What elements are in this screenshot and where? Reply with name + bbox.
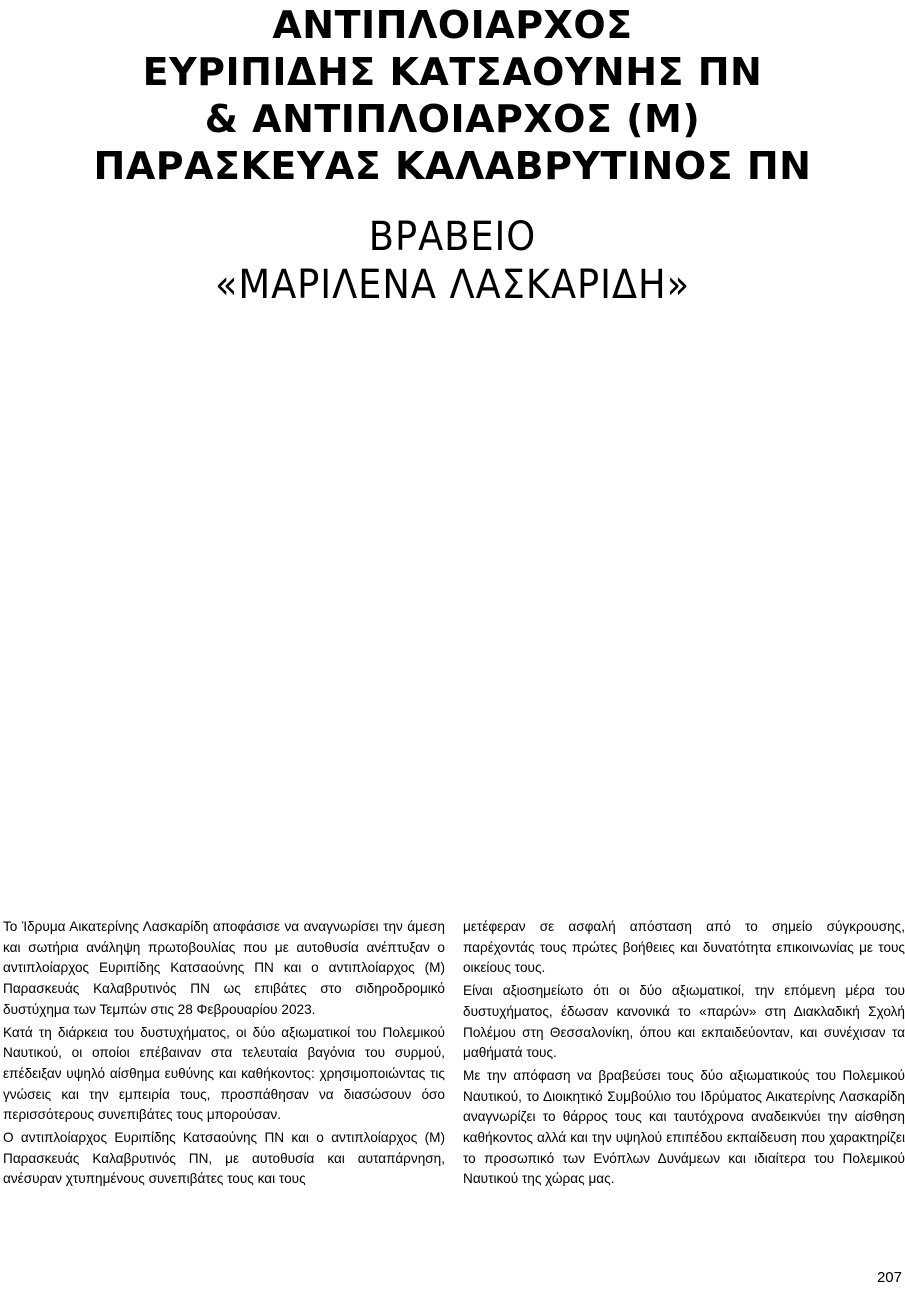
award-line-2: «ΜΑΡΙΛΕΝΑ ΛΑΣΚΑΡΙΔΗ» [214,262,691,308]
award-line-1: ΒΡΑΒΕΙΟ [368,214,537,260]
title-line-3: & ΑΝΤΙΠΛΟΙΑΡΧΟΣ (Μ) [204,97,701,141]
body-paragraph: Είναι αξιοσημείωτο ότι οι δύο αξιωματικοί, την επόμενη μέρα του δυστυχήματος, έδωσαν κανονικά το «παρών» στη Διακλαδική Σχολή Πολέμου στη Θεσσαλονίκη, όπου και εκπαιδεύονταν, και συνέχισαν τα μαθήματά τους. [463,983,905,1061]
body-paragraph: Το Ίδρυμα Αικατερίνης Λασκαρίδη αποφάσισε να αναγνωρίσει την άμεση και σωτήρια ανάληψη πρωτοβουλίας που με αυτοθυσία ανέπτυξαν ο αντιπλοίαρχος Ευριπίδης Κατσαούνης ΠΝ και ο αντιπλοίαρχος (Μ) Παρασκευάς Καλαβρυτινός ΠΝ ως επιβάτες στο σιδηροδρομικό δυστύχημα των Τεμπών στις 28 Φεβρουαρίου 2023. [3,919,445,1017]
page-number: 207 [876,1269,902,1286]
title-line-1: ΑΝΤΙΠΛΟΙΑΡΧΟΣ [272,3,633,47]
title-line-4: ΠΑΡΑΣΚΕΥΑΣ ΚΑΛΑΒΡΥΤΙΝΟΣ ΠΝ [93,144,812,188]
award-subtitle [0,213,905,309]
body-paragraph: μετέφεραν σε ασφαλή απόσταση από το σημείο σύγκρουσης, παρέχοντάς τους πρώτες βοήθειες και δυνατότητα επικοινωνίας με τους οικείους τους. [463,919,905,976]
body-column-left [3,917,445,1192]
title-line-2: ΕΥΡΙΠΙΔΗΣ ΚΑΤΣΑΟΥΝΗΣ ΠΝ [142,50,763,94]
body-paragraph: Κατά τη διάρκεια του δυστυχήματος, οι δύο αξιωματικοί του Πολεμικού Ναυτικού, οι οποίοι επέβαιναν στα τελευταία βαγόνια του συρμού, επέδειξαν υψηλό αίσθημα ευθύνης και καθήκοντος: χρησιμοποιώντας τις γνώσεις και την εμπειρία τους, προσπάθησαν να διασώσουν όσο περισσότερους συνεπιβάτες τους μπορούσαν. [3,1024,445,1123]
body-paragraph: Ο αντιπλοίαρχος Ευριπίδης Κατσαούνης ΠΝ και ο αντιπλοίαρχος (Μ) Παρασκευάς Καλαβρυτινός ΠΝ, με αυτοθυσία και αυταπάρνηση, ανέσυραν χτυπημένους συνεπιβάτες τους και τους [3,1130,445,1187]
body-paragraph: Με την απόφαση να βραβεύσει τους δύο αξιωματικούς του Πολεμικού Ναυτικού, το Διοικητικό Συμβούλιο του Ιδρύματος Αικατερίνης Λασκαρίδη αναγνωρίζει το θάρρος τους και ταυτόχρονα αναδεικνύει την αίσθηση καθήκοντος αλλά και την υψηλού επιπέδου εκπαίδευση που χαρακτηρίζει το προσωπικό των Ενόπλων Δυνάμεων και ιδιαίτερα του Πολεμικού Ναυτικού της χώρας μας. [463,1067,905,1187]
page-title [0,2,905,190]
body-column-right [463,917,905,1192]
